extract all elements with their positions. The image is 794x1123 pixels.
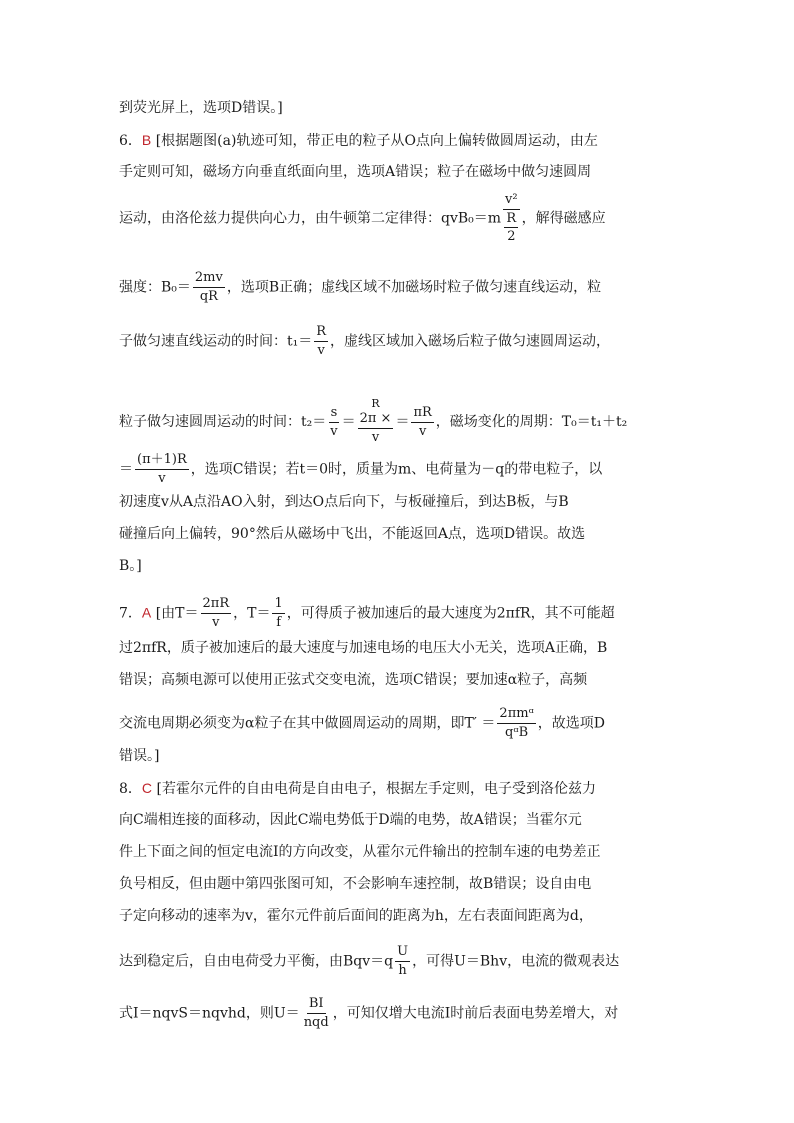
fraction: $\frac{\text{2πmᵅ}}{\text{qᵅB}}$: [499, 706, 534, 740]
fraction: $\frac{2mv}{qR}$: [194, 270, 223, 304]
text-line: 交流电周期必须变为α粒子在其中做圆周运动的周期，即T′ ＝ $\frac{\text{2πmᵅ}}{\text{qᵅB}}$ ，故选项D: [119, 706, 605, 740]
text-line: 到荧光屏上，选项D错误。]: [119, 100, 283, 116]
text-line: 向C端相连接的面移动，因此C端电势低于D端的电势，故A错误；当霍尔元: [119, 812, 582, 828]
text-line: 达到稳定后，自由电荷受力平衡，由Bqv＝q $\frac{U}{h}$ ，可得U＝Bhv，电流的微观表达: [119, 944, 620, 978]
fraction: R 2π × v: [359, 397, 392, 445]
answer-8-header: 8．C [若霍尔元件的自由电荷是自由电子，根据左手定则，电子受到洛伦兹力: [119, 780, 596, 797]
answer-6-header: 6．B [根据题图(a)轨迹可知，带正电的粒子从O点向上偏转做圆周运动，由左: [119, 132, 598, 149]
text-line: 错误。]: [119, 748, 160, 764]
fraction: $\frac{(\pi+1)R}{v}$: [137, 452, 187, 486]
text-line: 运动，由洛伦兹力提供向心力，由牛顿第二定律得：qvB₀＝m v² R 2 ，解得磁感应: [119, 192, 606, 244]
text-line: 错误；高频电源可以使用正弦式交变电流，选项C错误；要加速α粒子，高频: [119, 672, 588, 688]
text-line: 子做匀速直线运动的时间：t₁＝ $\frac{R}{v}$ ，虚线区域加入磁场后粒子做匀速圆周运动，: [119, 324, 611, 358]
fraction: $\frac{s}{v}$: [330, 404, 338, 439]
text-line: 初速度v从A点沿AO入射，到达O点后向下，与板碰撞后，到达B板，与B: [119, 494, 569, 510]
fraction: $\frac{U}{h}$: [397, 944, 409, 978]
text-line: 粒子做匀速圆周运动的时间：t₂＝ $\frac{s}{v}$ ＝ R 2π × v ＝ $\frac{\pi R}{v}$ ，磁场变化的周期：T₀＝t₁＋t₂: [119, 397, 628, 445]
fraction: $\frac{R}{v}$: [316, 324, 327, 358]
text-line: 式I＝nqvS＝nqvhd，则U＝ $\frac{BI}{\text{nqd}}$ ，可知仅增大电流I时前后表面电势差增大，对: [119, 996, 619, 1030]
text-line: 子定向移动的速率为v，霍尔元件前后面间的距离为h，左右表面间距离为d，: [119, 908, 593, 924]
fraction: v² R 2: [505, 192, 518, 244]
answer-letter: A: [141, 604, 152, 621]
text-line: 强度：B₀＝ $\frac{2mv}{qR}$ ，选项B正确；虚线区域不加磁场时粒子做匀速直线运动，粒: [119, 270, 602, 304]
answer-7-header: 7．A [由T＝ $\frac{2\pi R}{v}$ ，T＝ $\frac{1}{f}$ ，可得质子被加速后的最大速度为2πfR，其不可能超: [119, 596, 615, 630]
fraction: $\frac{1}{f}$: [274, 596, 283, 630]
fraction: $\frac{\pi R}{v}$: [413, 404, 432, 439]
text-line: B。]: [119, 558, 142, 574]
text-line: 碰撞后向上偏转，90°然后从磁场中飞出，不能返回A点，选项D错误。故选: [119, 526, 586, 542]
text-line: 件上下面之间的恒定电流I的方向改变，从霍尔元件输出的控制车速的电势差正: [119, 844, 601, 860]
fraction: $\frac{BI}{\text{nqd}}$: [303, 996, 329, 1030]
text-line: 负号相反，但由题中第四张图可知，不会影响车速控制，故B错误；设自由电: [119, 876, 592, 892]
text-line: 过2πfR，质子被加速后的最大速度与加速电场的电压大小无关，选项A正确，B: [119, 640, 608, 656]
answer-letter: B: [141, 132, 152, 148]
answer-letter: C: [141, 780, 153, 796]
text-line: ＝ $\frac{(\pi+1)R}{v}$ ，选项C错误；若t＝0时，质量为m、电荷量为－q的带电粒子，以: [119, 452, 603, 486]
text-line: 手定则可知，磁场方向垂直纸面向里，选项A错误；粒子在磁场中做匀速圆周: [119, 164, 592, 180]
fraction: $\frac{2\pi R}{v}$: [202, 596, 230, 630]
